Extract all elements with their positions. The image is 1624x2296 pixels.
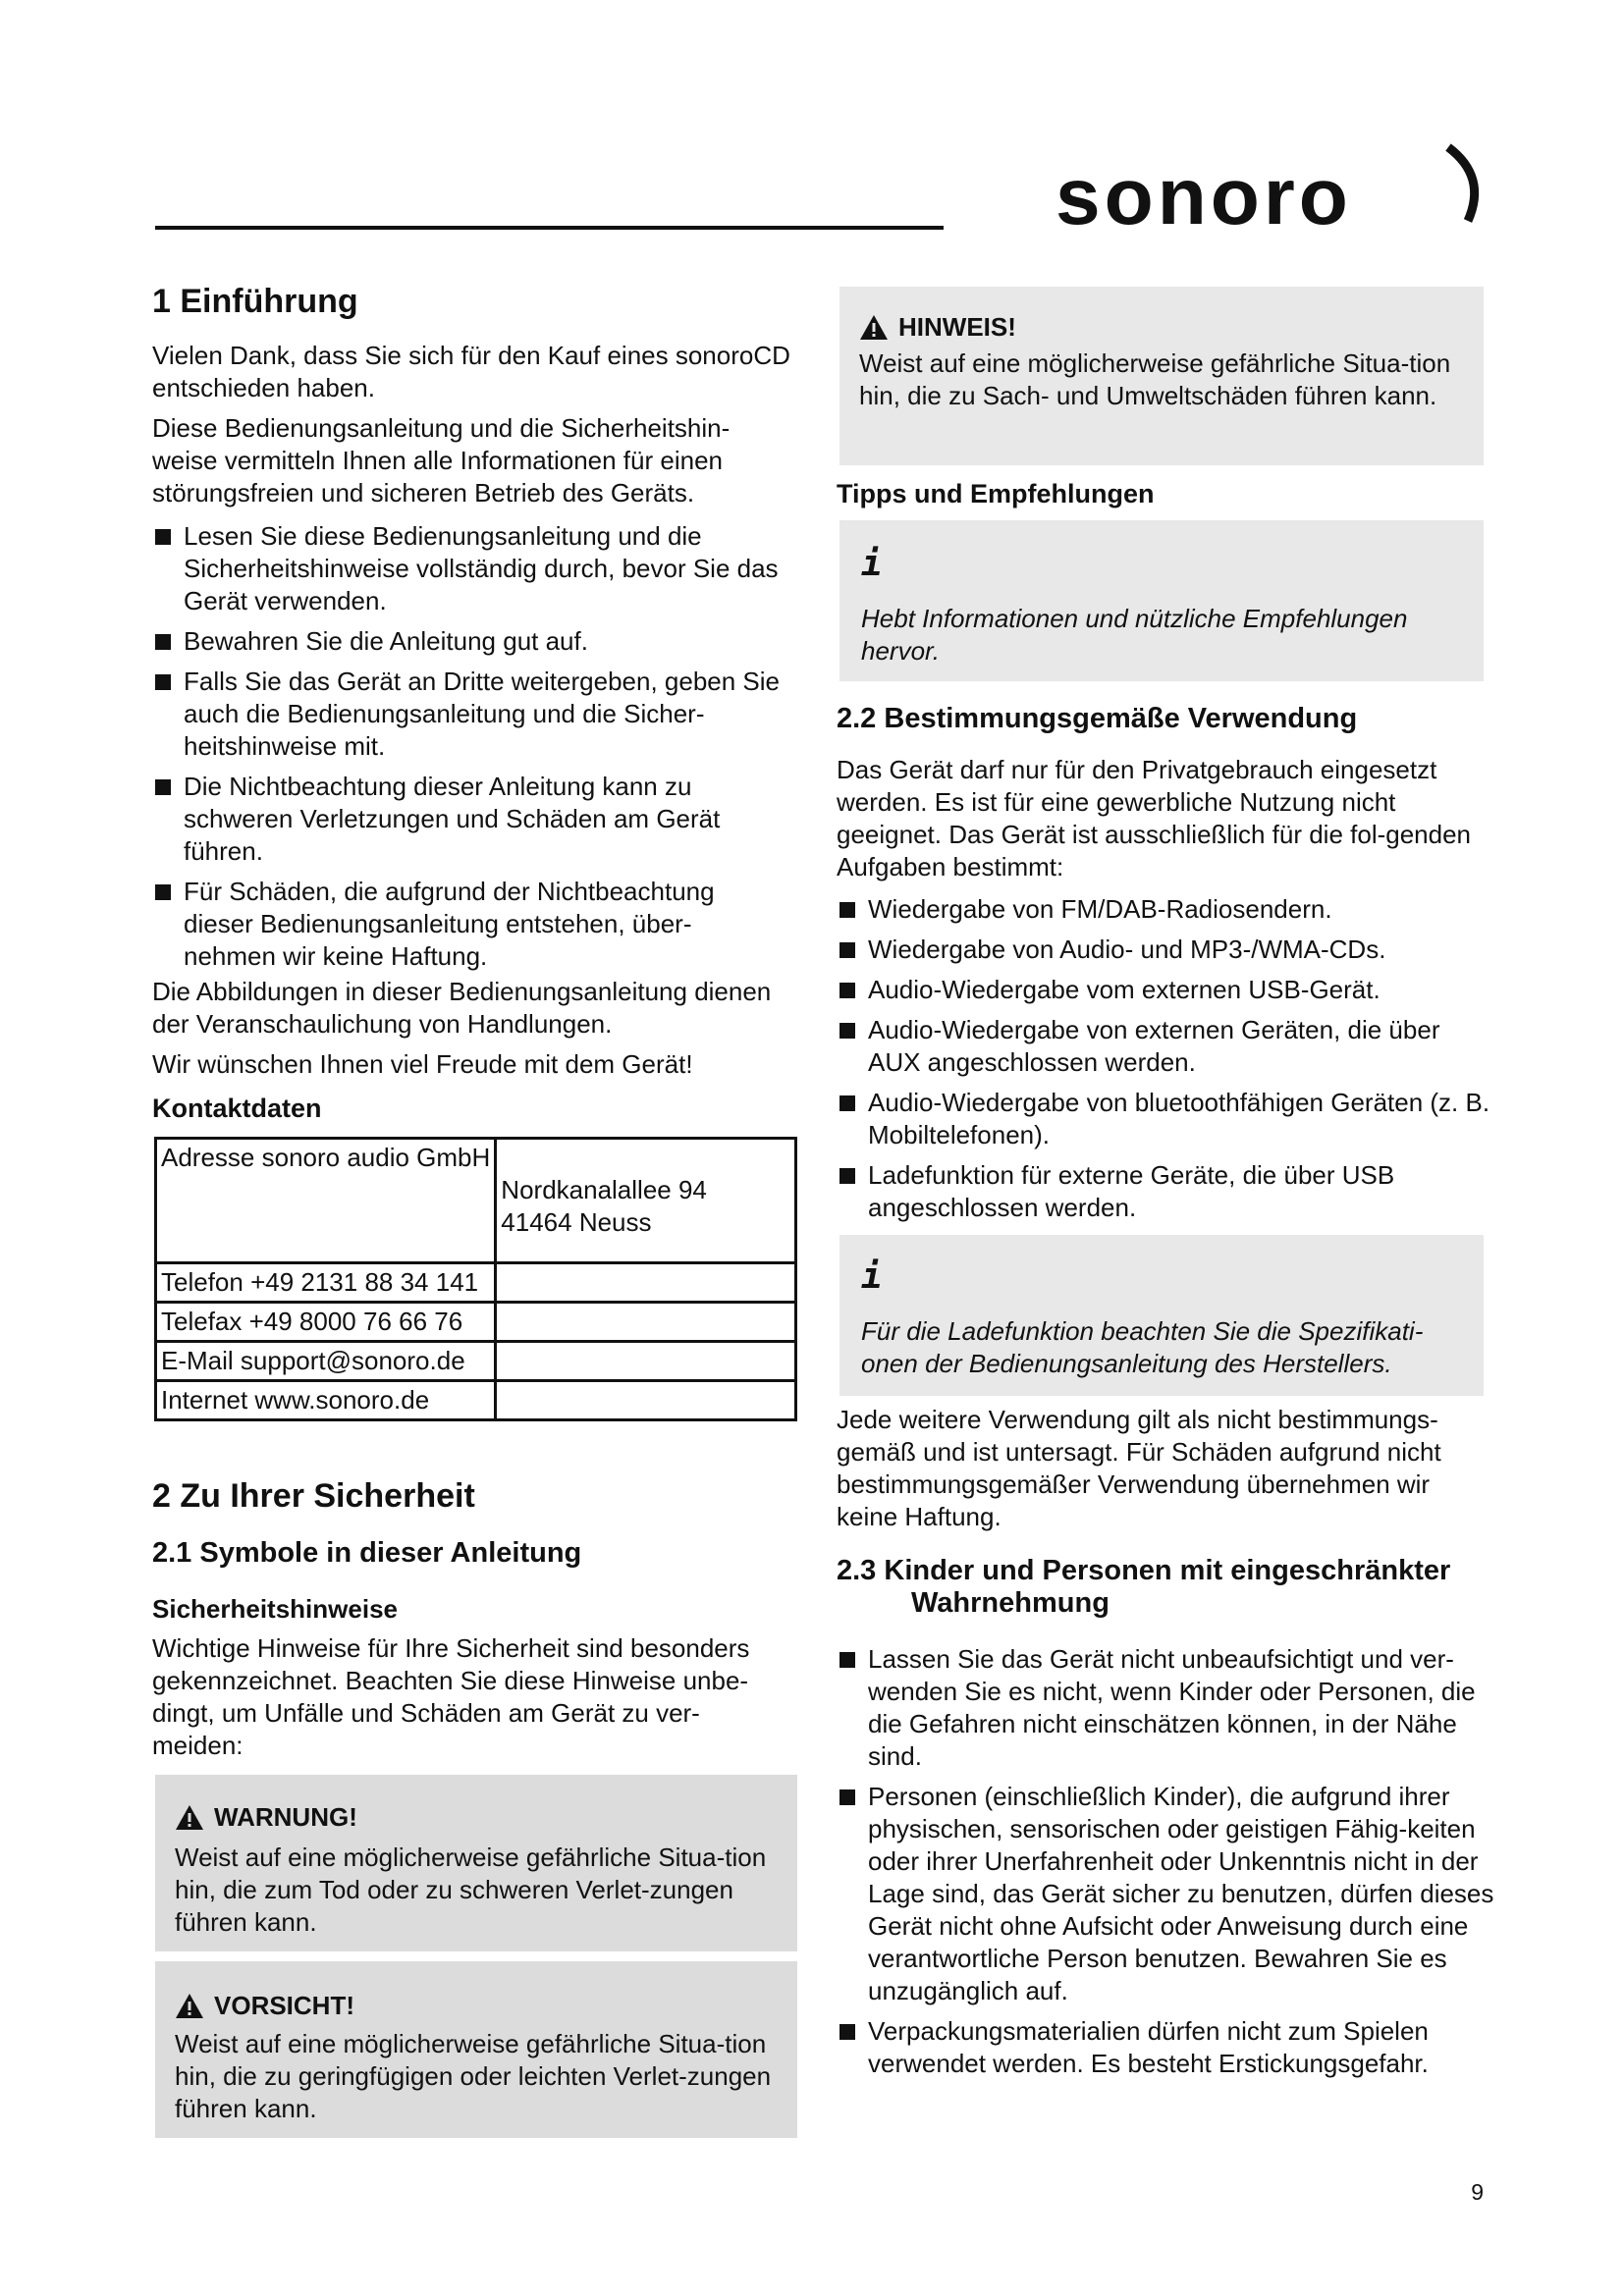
notice-title (859, 312, 1016, 343)
header-rule (155, 226, 944, 230)
svg-text:sonoro: sonoro (1056, 152, 1352, 236)
contact-table (154, 1137, 797, 1421)
table-cell (496, 1263, 796, 1303)
warning-box (155, 1775, 797, 1951)
info-box-2 (839, 1235, 1484, 1396)
table-row (156, 1342, 796, 1381)
list-item: Die Nichtbeachtung dieser Anleitung kann zu schweren Verletzungen und Schäden am Gerät führen. (152, 771, 781, 868)
intended-use-paragraph: Das Gerät darf nur für den Privatgebrauch eingesetzt werden. Es ist für eine gewerbliche Nutzung nicht geeignet. Das Gerät ist ausschließlich für die fol-genden Aufgaben bestimmt: (837, 755, 1472, 881)
section-2-3-title-line1: 2.3 Kinder und Personen mit eingeschränkter (837, 1555, 1451, 1586)
list-item: Ladefunktion für externe Geräte, die über USB angeschlossen werden. (837, 1159, 1494, 1224)
closing-paragraph: Wir wünschen Ihnen viel Freude mit dem Gerät! (152, 1049, 693, 1079)
caution-box (155, 1961, 797, 2138)
section-2-2-title: 2.2 Bestimmungsgemäße Verwendung (837, 703, 1358, 734)
sonoro-logo (1056, 137, 1488, 236)
list-item: Personen (einschließlich Kinder), die aufgrund ihrer physischen, sensorischen oder geistigen Fähig-keiten oder ihrer Unerfahrenheit oder Unkenntnis nicht in der Lage sind, das Gerät sicher zu benutzen, dürfen dieses Gerät nicht ohne Aufsicht oder Anweisung durch eine verantwortliche Person benutzen. Bewahren Sie es unzugänglich auf. (837, 1781, 1494, 2007)
warning-icon (859, 314, 889, 341)
address-label: Adresse sonoro audio GmbH (161, 1143, 491, 1172)
table-cell: Telefax +49 8000 76 66 76 (156, 1303, 496, 1342)
list-item: Lassen Sie das Gerät nicht unbeaufsichtigt und ver-wenden Sie es nicht, wenn Kinder oder Personen, die die Gefahren nicht einschätzen können, in der Nähe sind. (837, 1643, 1494, 1773)
list-item: Falls Sie das Gerät an Dritte weitergeben, geben Sie auch die Bedienungsanleitung und die Sicher-heitshinweise mit. (152, 666, 781, 763)
intended-use-list (837, 893, 1494, 1224)
table-row (156, 1139, 796, 1263)
table-row (156, 1381, 796, 1420)
table-cell: Telefon +49 2131 88 34 141 (156, 1263, 496, 1303)
list-item: Wiedergabe von Audio- und MP3-/WMA-CDs. (837, 934, 1494, 966)
section-2-title: 2 Zu Ihrer Sicherheit (152, 1477, 475, 1515)
intro-paragraph: Vielen Dank, dass Sie sich für den Kauf eines sonoroCD entschieden haben. (152, 341, 790, 402)
tips-heading: Tipps und Empfehlungen (837, 479, 1155, 508)
caution-title-text: VORSICHT! (214, 1991, 354, 2020)
info-icon: i (861, 544, 883, 584)
list-item: Bewahren Sie die Anleitung gut auf. (152, 625, 781, 658)
safety-notes-heading: Sicherheitshinweise (152, 1594, 398, 1624)
list-item: Lesen Sie diese Bedienungsanleitung und die Sicherheitshinweise vollständig durch, bevor Sie das Gerät verwenden. (152, 520, 781, 617)
section-2-3-title (837, 1555, 1450, 1620)
table-cell (496, 1303, 796, 1342)
warning-icon (175, 1993, 204, 2019)
table-cell: E-Mail support@sonoro.de (156, 1342, 496, 1381)
section-1 (152, 283, 790, 321)
table-cell (496, 1139, 796, 1263)
intro-bullet-list (152, 520, 781, 973)
page-number: 9 (1471, 2179, 1484, 2205)
table-cell (496, 1342, 796, 1381)
table-cell (496, 1381, 796, 1420)
warning-title (175, 1802, 357, 1833)
table-row (156, 1263, 796, 1303)
notice-title-text: HINWEIS! (898, 312, 1016, 342)
contact-heading: Kontaktdaten (152, 1094, 322, 1123)
address-street: Nordkanalallee 94 (501, 1175, 707, 1204)
section-2-3-title-line2: Wahrnehmung (911, 1587, 1110, 1619)
notice-box (839, 287, 1484, 465)
warning-text: Weist auf eine möglicherweise gefährliche Situa-tion hin, die zum Tod oder zu schweren Verlet-zungen führen kann. (175, 1842, 767, 1937)
info-text: Hebt Informationen und nützliche Empfehlungen hervor. (861, 604, 1408, 666)
address-city: 41464 Neuss (501, 1207, 652, 1237)
other-use-paragraph: Jede weitere Verwendung gilt als nicht bestimmungs-gemäß und ist untersagt. Für Schäden aufgrund nicht bestimmungsgemäßer Verwendung übernehmen wir keine Haftung. (837, 1405, 1441, 1531)
caution-text: Weist auf eine möglicherweise gefährliche Situa-tion hin, die zu geringfügigen oder leichten Verlet-zungen führen kann. (175, 2029, 772, 2123)
table-cell: Internet www.sonoro.de (156, 1381, 496, 1420)
warning-title-text: WARNUNG! (214, 1802, 357, 1832)
list-item: Wiedergabe von FM/DAB-Radiosendern. (837, 893, 1494, 926)
section-2-1-title: 2.1 Symbole in dieser Anleitung (152, 1537, 582, 1569)
figures-paragraph: Die Abbildungen in dieser Bedienungsanleitung dienen der Veranschaulichung von Handlungen. (152, 977, 772, 1039)
warning-icon (175, 1804, 204, 1831)
caution-title (175, 1991, 354, 2021)
section-1-title: 1 Einführung (152, 283, 358, 320)
children-list (837, 1643, 1494, 2080)
table-cell (156, 1139, 496, 1263)
info-box (839, 520, 1484, 681)
intro-paragraph-2: Diese Bedienungsanleitung und die Sicherheitshin-weise vermitteln Ihnen alle Informationen für einen störungsfreien und sicheren Betrieb des Geräts. (152, 413, 731, 507)
list-item: Für Schäden, die aufgrund der Nichtbeachtung dieser Bedienungsanleitung entstehen, über-nehmen wir keine Haftung. (152, 876, 781, 973)
safety-paragraph: Wichtige Hinweise für Ihre Sicherheit sind besonders gekennzeichnet. Beachten Sie diese Hinweise unbe-dingt, um Unfälle und Schäden am Gerät zu ver-meiden: (152, 1633, 750, 1760)
info-icon: i (861, 1256, 883, 1297)
list-item: Verpackungsmaterialien dürfen nicht zum Spielen verwendet werden. Es besteht Erstickungsgefahr. (837, 2015, 1494, 2080)
table-row (156, 1303, 796, 1342)
list-item: Audio-Wiedergabe von externen Geräten, die über AUX angeschlossen werden. (837, 1014, 1494, 1079)
notice-text: Weist auf eine möglicherweise gefährliche Situa-tion hin, die zu Sach- und Umweltschäden führen kann. (859, 348, 1451, 410)
list-item: Audio-Wiedergabe von bluetoothfähigen Geräten (z. B. Mobiltelefonen). (837, 1087, 1494, 1151)
info-text-2: Für die Ladefunktion beachten Sie die Spezifikati-onen der Bedienungsanleitung des Herstellers. (861, 1316, 1424, 1378)
list-item: Audio-Wiedergabe vom externen USB-Gerät. (837, 974, 1494, 1006)
